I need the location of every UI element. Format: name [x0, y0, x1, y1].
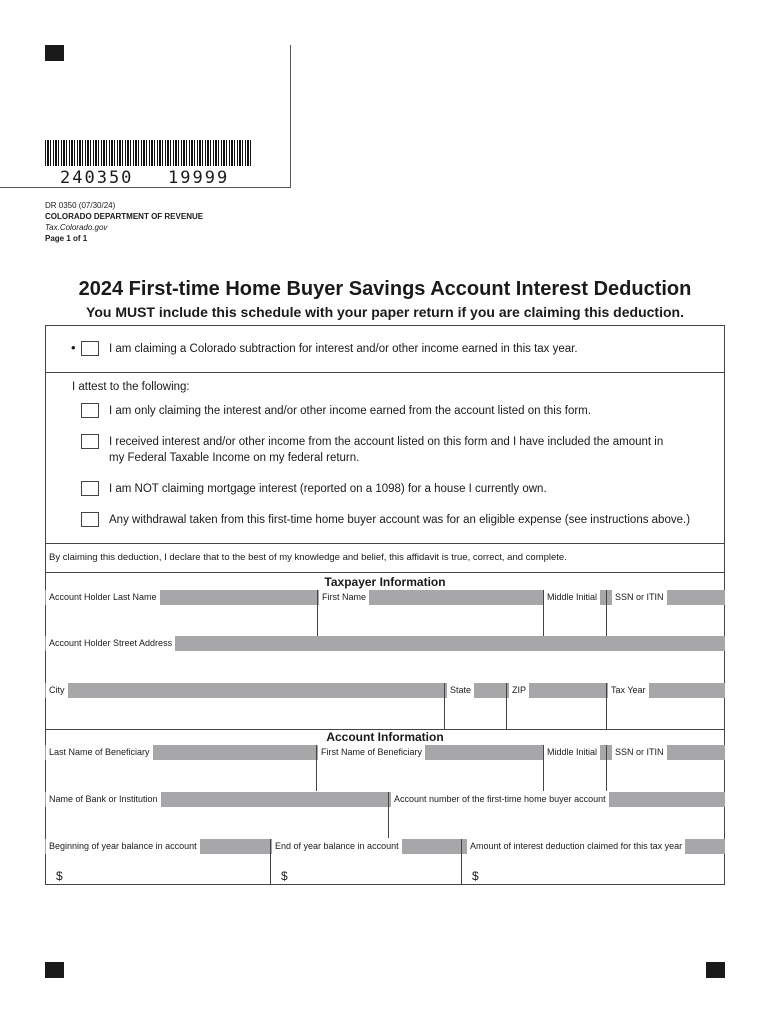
attest-checkbox-4[interactable] — [81, 512, 99, 527]
ssn-field[interactable] — [607, 606, 725, 636]
divider — [444, 683, 445, 729]
last-name-field[interactable] — [45, 606, 317, 636]
tax-year-field[interactable] — [607, 699, 725, 729]
taxpayer-section-heading: Taxpayer Information — [324, 575, 446, 589]
divider — [45, 572, 725, 573]
declaration-text: By claiming this deduction, I declare that to the best of my knowledge and belief, this affidavit is true, correct, and complete. — [49, 552, 567, 563]
street-label: Account Holder Street Address — [46, 636, 175, 651]
deduction-currency: $ — [472, 869, 479, 883]
divider — [606, 745, 607, 791]
divider — [45, 372, 725, 373]
page-title: 2024 First-time Home Buyer Savings Account Interest Deduction — [78, 278, 692, 300]
claim-bullet: • — [71, 340, 76, 355]
claim-checkbox[interactable] — [81, 341, 99, 356]
barcode-left-number: 240350 — [60, 168, 134, 188]
beneficiary-ssn-label: SSN or ITIN — [612, 745, 667, 760]
divider — [543, 745, 544, 791]
attest-item-2: I received interest and/or other income from the account listed on this form and I have included the amount in — [109, 436, 664, 448]
city-label: City — [46, 683, 68, 698]
attest-checkbox-2[interactable] — [81, 434, 99, 449]
divider — [506, 683, 507, 729]
beneficiary-last-label: Last Name of Beneficiary — [46, 745, 153, 760]
divider — [543, 590, 544, 636]
first-name-field[interactable] — [318, 606, 543, 636]
attest-item-1: I am only claiming the interest and/or other income earned from the account listed on this form. — [109, 405, 591, 417]
divider — [461, 839, 462, 885]
beneficiary-first-label: First Name of Beneficiary — [318, 745, 425, 760]
attest-intro: I attest to the following: — [72, 381, 190, 393]
beneficiary-ssn-field[interactable] — [607, 761, 725, 791]
beneficiary-middle-label: Middle Initial — [544, 745, 600, 760]
claim-text: I am claiming a Colorado subtraction for interest and/or other income earned in this tax year. — [109, 343, 578, 355]
bank-field[interactable] — [45, 808, 388, 838]
begin-balance-field[interactable] — [45, 855, 270, 885]
tax-year-label: Tax Year — [608, 683, 649, 698]
street-field[interactable] — [45, 652, 725, 682]
end-balance-label: End of year balance in account — [272, 839, 402, 854]
form-id: DR 0350 (07/30/24) — [45, 201, 116, 210]
beneficiary-last-field[interactable] — [45, 761, 316, 791]
end-balance-currency: $ — [281, 869, 288, 883]
state-label: State — [447, 683, 474, 698]
end-balance-field[interactable] — [271, 855, 461, 885]
divider — [606, 590, 607, 636]
city-field[interactable] — [45, 699, 444, 729]
barcode-right-number: 19999 — [168, 168, 230, 188]
deduction-field[interactable] — [462, 855, 725, 885]
middle-initial-field[interactable] — [544, 606, 606, 636]
middle-initial-label: Middle Initial — [544, 590, 600, 605]
account-number-label: Account number of the first-time home buyer account — [391, 792, 609, 807]
account-section-heading: Account Information — [326, 730, 444, 744]
website: Tax.Colorado.gov — [45, 223, 108, 232]
first-name-label: First Name — [319, 590, 369, 605]
begin-balance-currency: $ — [56, 869, 63, 883]
page-number: Page 1 of 1 — [45, 234, 88, 243]
beneficiary-first-field[interactable] — [317, 761, 543, 791]
divider — [388, 792, 389, 838]
beneficiary-middle-field[interactable] — [544, 761, 606, 791]
zip-label: ZIP — [509, 683, 529, 698]
state-field[interactable] — [445, 699, 506, 729]
begin-balance-label: Beginning of year balance in account — [46, 839, 200, 854]
barcode — [45, 140, 251, 166]
divider — [45, 543, 725, 544]
barcode-box — [0, 45, 291, 188]
divider — [317, 590, 318, 636]
attest-checkbox-3[interactable] — [81, 481, 99, 496]
last-name-label: Account Holder Last Name — [46, 590, 160, 605]
attest-checkbox-1[interactable] — [81, 403, 99, 418]
deduction-label: Amount of interest deduction claimed for this tax year — [467, 839, 685, 854]
attest-item-2-cont: my Federal Taxable Income on my federal return. — [109, 452, 360, 464]
page-subtitle: You MUST include this schedule with your paper return if you are claiming this deduction. — [86, 304, 684, 320]
attest-item-4: Any withdrawal taken from this first-time home buyer account was for an eligible expense (see instructions above.) — [109, 514, 691, 526]
registration-mark-bottom-left — [45, 962, 64, 978]
account-number-field[interactable] — [389, 808, 725, 838]
divider — [270, 839, 271, 885]
department-name: COLORADO DEPARTMENT OF REVENUE — [45, 212, 204, 221]
attest-item-3: I am NOT claiming mortgage interest (reported on a 1098) for a house I currently own. — [109, 483, 547, 495]
registration-mark-bottom-right — [706, 962, 725, 978]
bank-label: Name of Bank or Institution — [46, 792, 161, 807]
divider — [606, 683, 607, 729]
ssn-label: SSN or ITIN — [612, 590, 667, 605]
divider — [316, 745, 317, 791]
zip-field[interactable] — [507, 699, 606, 729]
